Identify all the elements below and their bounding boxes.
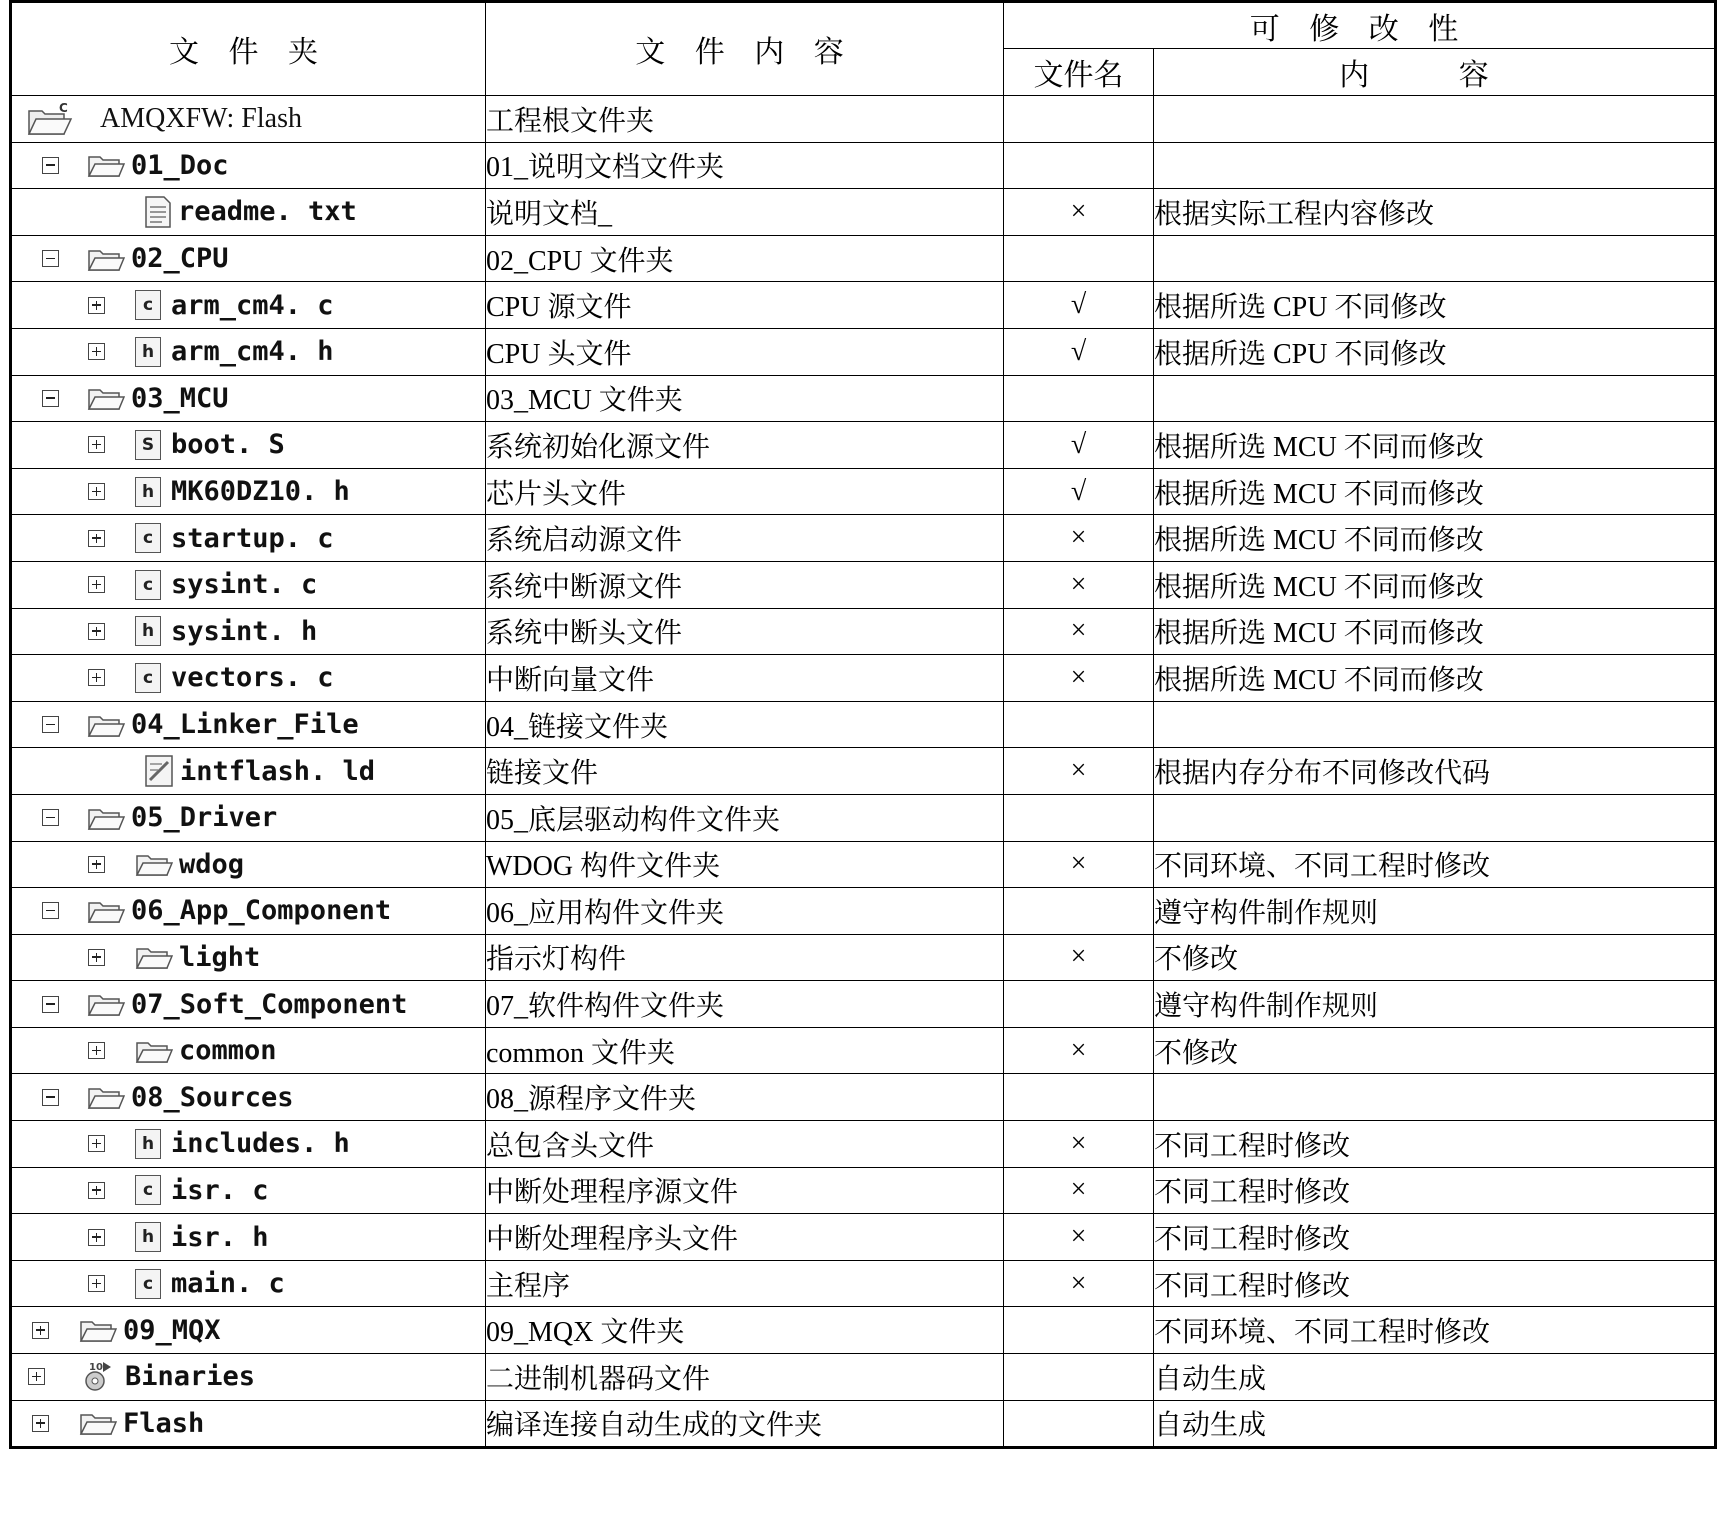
folder-icon [79,1409,123,1437]
content-modifiable-cell: 遵守构件制作规则 [1154,981,1716,1028]
tree-cell [11,1354,486,1401]
collapse-icon[interactable] [42,390,59,407]
filename-modifiable-cell: × [1004,561,1154,608]
filename-modifiable-cell [1004,794,1154,841]
expand-icon[interactable] [88,1042,105,1059]
s-file-icon: S [135,430,171,460]
tree-cell [11,1260,486,1307]
table-row [11,888,1716,935]
table-row [11,422,1716,469]
tree-item-label[interactable]: light [179,941,261,973]
tree-item-label[interactable]: boot. S [171,429,285,461]
tree-item-label[interactable]: 03_MCU [131,382,229,414]
file-content-cell: 04_链接文件夹 [486,701,1004,748]
tree-cell [11,608,486,655]
content-modifiable-cell [1154,96,1716,143]
table-row [11,1214,1716,1261]
file-content-cell: 09_MQX 文件夹 [486,1307,1004,1354]
collapse-icon[interactable] [42,716,59,733]
file-content-cell: WDOG 构件文件夹 [486,841,1004,888]
table-row [11,235,1716,282]
table-row [11,1354,1716,1401]
expand-icon[interactable] [88,483,105,500]
expand-icon[interactable] [88,1135,105,1152]
table-row [11,375,1716,422]
tree-cell [11,422,486,469]
filename-modifiable-cell: √ [1004,282,1154,329]
file-content-cell: 中断处理程序源文件 [486,1167,1004,1214]
table-row [11,1400,1716,1448]
filename-modifiable-cell [1004,235,1154,282]
content-modifiable-cell: 根据所选 CPU 不同修改 [1154,282,1716,329]
tree-cell [11,375,486,422]
table-row [11,1074,1716,1121]
table-row [11,1121,1716,1168]
collapse-icon[interactable] [42,809,59,826]
text-file-icon [144,195,178,229]
tree-item-label[interactable]: 07_Soft_Component [131,988,408,1020]
content-modifiable-cell: 根据所选 MCU 不同而修改 [1154,608,1716,655]
file-content-cell: 总包含头文件 [486,1121,1004,1168]
content-modifiable-cell: 自动生成 [1154,1354,1716,1401]
filename-modifiable-cell [1004,96,1154,143]
folder-icon [87,990,131,1018]
tree-cell [11,1214,486,1261]
filename-modifiable-cell: × [1004,748,1154,795]
tree-item-label[interactable]: includes. h [171,1128,350,1160]
tree-item-label[interactable]: readme. txt [178,196,357,228]
tree-cell [11,934,486,981]
content-modifiable-cell: 根据所选 MCU 不同而修改 [1154,655,1716,702]
tree-item-label[interactable]: arm_cm4. h [171,336,334,368]
folder-icon [87,804,131,832]
tree-item-label[interactable]: intflash. ld [180,755,376,787]
h-file-icon: h [135,616,171,646]
c-file-icon: c [135,1175,171,1205]
folder-icon [87,384,131,412]
h-file-icon: h [135,1129,171,1159]
filename-modifiable-cell [1004,701,1154,748]
collapse-icon[interactable] [42,1089,59,1106]
tree-cell [11,1027,486,1074]
folder-icon [135,850,179,878]
folder-icon [87,151,131,179]
file-content-cell: 08_源程序文件夹 [486,1074,1004,1121]
folder-icon [135,943,179,971]
project-structure-table [9,0,1717,1449]
filename-modifiable-cell: √ [1004,328,1154,375]
svg-text:10: 10 [89,1361,103,1373]
content-modifiable-cell [1154,1074,1716,1121]
linker-file-icon [144,754,180,788]
filename-modifiable-cell [1004,1074,1154,1121]
table-row [11,934,1716,981]
tree-item-label[interactable]: Flash [123,1407,205,1439]
filename-modifiable-cell [1004,375,1154,422]
header-content: 文 件 内 容 [486,2,1004,96]
content-modifiable-cell: 不同工程时修改 [1154,1121,1716,1168]
content-modifiable-cell [1154,701,1716,748]
file-content-cell: 链接文件 [486,748,1004,795]
h-file-icon: h [135,1222,171,1252]
filename-modifiable-cell [1004,142,1154,189]
content-modifiable-cell: 根据所选 MCU 不同而修改 [1154,561,1716,608]
table-row [11,701,1716,748]
content-modifiable-cell [1154,142,1716,189]
filename-modifiable-cell [1004,1307,1154,1354]
filename-modifiable-cell [1004,981,1154,1028]
tree-item-label[interactable]: 01_Doc [131,149,229,181]
header-filename: 文件名 [1004,49,1154,96]
table-row [11,981,1716,1028]
tree-cell [11,1167,486,1214]
tree-cell [11,1307,486,1354]
tree-item-label[interactable]: isr. h [171,1221,269,1253]
tree-cell [11,655,486,702]
file-content-cell: 系统启动源文件 [486,515,1004,562]
folder-icon [79,1316,123,1344]
file-content-cell: 指示灯构件 [486,934,1004,981]
file-content-cell: 二进制机器码文件 [486,1354,1004,1401]
tree-cell [11,142,486,189]
folder-icon [87,711,131,739]
filename-modifiable-cell: × [1004,189,1154,236]
expand-icon[interactable] [28,1368,45,1385]
filename-modifiable-cell: × [1004,1260,1154,1307]
tree-item-label[interactable]: main. c [171,1268,285,1300]
file-content-cell: 中断向量文件 [486,655,1004,702]
tree-cell [11,701,486,748]
tree-item-label[interactable]: arm_cm4. c [171,289,334,321]
svg-text:C: C [59,100,68,115]
tree-item-label[interactable]: Binaries [125,1361,256,1393]
table-row [11,468,1716,515]
filename-modifiable-cell: × [1004,1214,1154,1261]
collapse-icon[interactable] [42,157,59,174]
expand-icon[interactable] [88,669,105,686]
content-modifiable-cell: 不同环境、不同工程时修改 [1154,841,1716,888]
table-row [11,794,1716,841]
filename-modifiable-cell [1004,888,1154,935]
file-content-cell: 中断处理程序头文件 [486,1214,1004,1261]
folder-icon [87,1083,131,1111]
expand-icon[interactable] [88,1229,105,1246]
header-modifiable: 可 修 改 性 [1004,2,1716,49]
file-content-cell: common 文件夹 [486,1027,1004,1074]
tree-cell [11,981,486,1028]
filename-modifiable-cell: × [1004,608,1154,655]
table-row [11,142,1716,189]
table-row [11,1260,1716,1307]
table-row [11,189,1716,236]
file-content-cell: 主程序 [486,1260,1004,1307]
expand-icon[interactable] [88,297,105,314]
tree-item-label[interactable]: isr. c [171,1174,269,1206]
table-row [11,1167,1716,1214]
collapse-icon[interactable] [42,996,59,1013]
tree-cell [11,888,486,935]
tree-item-label[interactable]: vectors. c [171,662,334,694]
table-row [11,655,1716,702]
content-modifiable-cell [1154,235,1716,282]
tree-cell [11,235,486,282]
table-row [11,748,1716,795]
collapse-icon[interactable] [42,902,59,919]
tree-cell [11,841,486,888]
project-root-icon [26,101,80,137]
header-mod-content: 内 容 [1154,49,1716,96]
tree-cell [11,189,486,236]
table-row [11,515,1716,562]
file-content-cell: 芯片头文件 [486,468,1004,515]
tree-item-label[interactable]: startup. c [171,522,334,554]
content-modifiable-cell: 自动生成 [1154,1400,1716,1448]
content-modifiable-cell: 根据所选 MCU 不同而修改 [1154,422,1716,469]
c-file-icon: c [135,570,171,600]
tree-cell [11,328,486,375]
file-content-cell: CPU 头文件 [486,328,1004,375]
tree-item-label[interactable]: sysint. c [171,569,318,601]
file-content-cell: 系统中断头文件 [486,608,1004,655]
content-modifiable-cell [1154,794,1716,841]
tree-cell [11,1400,486,1448]
filename-modifiable-cell: × [1004,1167,1154,1214]
folder-icon [87,897,131,925]
filename-modifiable-cell: √ [1004,422,1154,469]
expand-icon[interactable] [88,530,105,547]
file-content-cell: 03_MCU 文件夹 [486,375,1004,422]
filename-modifiable-cell [1004,1354,1154,1401]
filename-modifiable-cell: √ [1004,468,1154,515]
h-file-icon: h [135,477,171,507]
folder-icon [135,1037,179,1065]
file-content-cell: 02_CPU 文件夹 [486,235,1004,282]
expand-icon[interactable] [88,1182,105,1199]
table-row [11,841,1716,888]
c-file-icon: c [135,523,171,553]
expand-icon[interactable] [32,1415,49,1432]
table-row [11,608,1716,655]
tree-cell [11,96,486,143]
tree-cell [11,794,486,841]
content-modifiable-cell: 根据实际工程内容修改 [1154,189,1716,236]
tree-item-label[interactable]: 02_CPU [131,243,229,275]
file-content-cell: 05_底层驱动构件文件夹 [486,794,1004,841]
file-content-cell: 07_软件构件文件夹 [486,981,1004,1028]
content-modifiable-cell: 不修改 [1154,934,1716,981]
table-row [11,328,1716,375]
tree-item-label[interactable]: AMQXFW: Flash [100,102,302,134]
expand-icon[interactable] [88,623,105,640]
file-content-cell: CPU 源文件 [486,282,1004,329]
file-content-cell: 系统初始化源文件 [486,422,1004,469]
expand-icon[interactable] [88,436,105,453]
content-modifiable-cell: 遵守构件制作规则 [1154,888,1716,935]
tree-cell [11,515,486,562]
content-modifiable-cell [1154,375,1716,422]
content-modifiable-cell: 根据所选 CPU 不同修改 [1154,328,1716,375]
tree-item-label[interactable]: sysint. h [171,615,318,647]
content-modifiable-cell: 根据所选 MCU 不同而修改 [1154,468,1716,515]
content-modifiable-cell: 不同环境、不同工程时修改 [1154,1307,1716,1354]
content-modifiable-cell: 不同工程时修改 [1154,1214,1716,1261]
content-modifiable-cell: 根据内存分布不同修改代码 [1154,748,1716,795]
tree-item-label[interactable]: wdog [179,848,245,880]
filename-modifiable-cell: × [1004,934,1154,981]
expand-icon[interactable] [88,1275,105,1292]
table-row [11,1307,1716,1354]
file-content-cell: 06_应用构件文件夹 [486,888,1004,935]
filename-modifiable-cell: × [1004,515,1154,562]
h-file-icon: h [135,337,171,367]
content-modifiable-cell: 不同工程时修改 [1154,1167,1716,1214]
folder-icon [87,245,131,273]
expand-icon[interactable] [88,576,105,593]
table-row [11,96,1716,143]
tree-cell [11,561,486,608]
tree-cell [11,1121,486,1168]
filename-modifiable-cell: × [1004,841,1154,888]
tree-item-label[interactable]: 06_App_Component [131,895,392,927]
expand-icon[interactable] [88,343,105,360]
binaries-icon [75,1359,125,1395]
content-modifiable-cell: 不同工程时修改 [1154,1260,1716,1307]
tree-cell [11,748,486,795]
collapse-icon[interactable] [42,250,59,267]
tree-cell [11,1074,486,1121]
table-row [11,561,1716,608]
c-file-icon: c [135,290,171,320]
tree-item-label[interactable]: MK60DZ10. h [171,476,350,508]
file-content-cell: 编译连接自动生成的文件夹 [486,1400,1004,1448]
table-row [11,282,1716,329]
tree-item-label[interactable]: 04_Linker_File [131,709,359,741]
content-modifiable-cell: 根据所选 MCU 不同而修改 [1154,515,1716,562]
filename-modifiable-cell: × [1004,655,1154,702]
header-folder: 文 件 夹 [11,2,486,96]
file-content-cell: 工程根文件夹 [486,96,1004,143]
tree-cell [11,282,486,329]
tree-item-label[interactable]: 05_Driver [131,802,278,834]
filename-modifiable-cell: × [1004,1121,1154,1168]
expand-icon[interactable] [88,949,105,966]
c-file-icon: c [135,663,171,693]
c-file-icon: c [135,1269,171,1299]
filename-modifiable-cell [1004,1400,1154,1448]
tree-cell [11,468,486,515]
filename-modifiable-cell: × [1004,1027,1154,1074]
content-modifiable-cell: 不修改 [1154,1027,1716,1074]
table-row [11,1027,1716,1074]
tree-item-label[interactable]: 09_MQX [123,1314,221,1346]
file-content-cell: 说明文档_ [486,189,1004,236]
expand-icon[interactable] [32,1322,49,1339]
tree-item-label[interactable]: 08_Sources [131,1081,294,1113]
file-content-cell: 系统中断源文件 [486,561,1004,608]
expand-icon[interactable] [88,856,105,873]
tree-item-label[interactable]: common [179,1035,277,1067]
file-content-cell: 01_说明文档文件夹 [486,142,1004,189]
